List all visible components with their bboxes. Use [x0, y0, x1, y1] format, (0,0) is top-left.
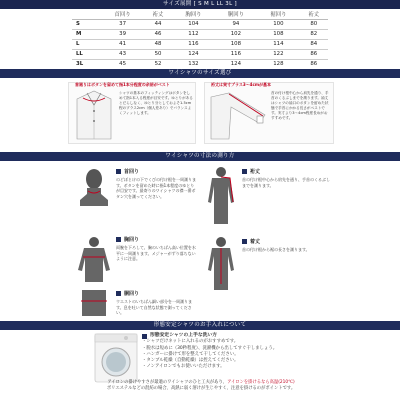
- size-header-col: 首回り: [101, 10, 143, 19]
- size-cell: 114: [257, 39, 299, 49]
- chest-figure: [76, 236, 112, 282]
- neck-text: のどぼとけの下でくびの付け根を一周測ります。ボタンを留めた時に指1本程度のゆとりが目安です。最寄りのワイシャツの襟一番ボタン穴を測ってください。: [116, 177, 196, 199]
- collar-icon: [73, 89, 115, 141]
- sleeve-illustration: [209, 91, 267, 141]
- size-table-title-bar: [0, 0, 400, 9]
- washing-machine-image: [94, 333, 138, 383]
- neck-figure: [78, 168, 110, 206]
- size-cell: 108: [215, 39, 257, 49]
- size-cell: 45: [101, 59, 143, 69]
- shirt-section-title-bar: [0, 69, 400, 78]
- size-table-title: サイズ展開 [ S M L LL 3L ]: [163, 1, 237, 7]
- size-cell: 82: [300, 29, 328, 39]
- body-section-title-bar: [0, 152, 400, 161]
- table-row: [72, 19, 328, 29]
- waist-text: ウエストのいちばん細い部分を一周測ります。息を吐いて自然な状態で測ってください。: [116, 299, 192, 316]
- bullet-icon: [116, 237, 121, 242]
- bullet-icon: [142, 334, 147, 339]
- sleeve-length-text: 首の付け根中心から肩先を通り、手首のくるぶしまでを測ります。: [242, 177, 330, 188]
- care-instructions: [142, 333, 342, 371]
- neck-title: 首回り: [124, 169, 140, 175]
- size-header-col: 裄丈: [144, 10, 172, 19]
- sleeve-length-heading: [242, 168, 332, 175]
- chest-heading: [116, 236, 198, 243]
- size-cell: 43: [101, 49, 143, 59]
- size-table: [72, 10, 328, 70]
- bullet-icon: [242, 239, 247, 244]
- size-cell: 122: [257, 49, 299, 59]
- sleeve-tip-label: 裄丈は実寸プラス3〜4cmが基本: [211, 82, 271, 87]
- waist-title: 胴回り: [124, 291, 140, 297]
- washing-machine-icon: [94, 333, 138, 383]
- shirt-section-title: ワイシャツのサイズ選び: [168, 70, 232, 76]
- care-step: ・タンブル乾燥（自動乾燥）は控えてください。: [142, 358, 239, 364]
- body-section-title: ワイシャツの寸法の測り方: [165, 153, 235, 159]
- size-cell: 108: [257, 29, 299, 39]
- bullet-icon: [242, 169, 247, 174]
- footer-line-1-highlight: アイロンを掛けるなら高温(210℃): [227, 380, 295, 385]
- size-cell: 116: [172, 39, 214, 49]
- size-cell: 46: [144, 29, 172, 39]
- footer-line-2: ポリエステルなどの混紡の場合、高熱に弱く溶けが生じやすく、注意を掛けるのがポイントです。: [106, 386, 296, 391]
- neck-item: [116, 168, 198, 199]
- collar-illustration: [73, 89, 115, 141]
- size-cell: 100: [257, 19, 299, 29]
- care-step: ・脱水は短めに（30秒程度）、洗濯機から出してすぐ干しましょう。: [142, 345, 278, 351]
- size-header-col: 裾回り: [257, 10, 299, 19]
- collar-tip-label: 首廻りはボタンを留めて指1本分程度の余裕がベスト: [75, 82, 170, 87]
- table-row: [72, 59, 328, 69]
- chest-title: 胸回り: [124, 237, 140, 243]
- sleeve-length-title: 裄丈: [250, 169, 261, 175]
- size-table-header-row: [72, 10, 328, 19]
- size-header-blank: [72, 10, 101, 19]
- neck-heading: [116, 168, 198, 175]
- size-cell: 94: [215, 19, 257, 29]
- size-cell: 124: [215, 59, 257, 69]
- table-row: [72, 29, 328, 39]
- size-cell: 112: [172, 29, 214, 39]
- size-cell: 86: [300, 59, 328, 69]
- size-cell: 37: [101, 19, 143, 29]
- sleeve-length-figure: [206, 166, 236, 224]
- footer-note: [46, 380, 356, 392]
- waist-item: [116, 290, 198, 316]
- care-step: ・シャツだけネットに入れるのがおすすめです。: [142, 339, 239, 345]
- size-cell: 86: [300, 49, 328, 59]
- size-cell: 48: [144, 39, 172, 49]
- size-cell: 50: [144, 49, 172, 59]
- waist-figure: [78, 290, 110, 316]
- collar-tip-note: シャツの基本のフィッティングはボタンをしめて指1本入る程度が目安です。ゆとりがあるとだらしなく、ゆとり分としておよそ1.5cm程のプラス2cm（個人差あり）でバランスよくフィットします。: [119, 91, 193, 116]
- table-row: [72, 39, 328, 49]
- sleeve-icon: [209, 91, 267, 141]
- size-header-col: 裄丈: [300, 10, 328, 19]
- shirt-left-panel: [68, 82, 196, 144]
- chest-illustration-icon: [76, 236, 112, 282]
- chest-text: 両腕を下ろして、胸のいちばん高い位置を水平に一周測ります。メジャーがずり落ちないように注意。: [116, 245, 196, 262]
- size-cell: 52: [144, 59, 172, 69]
- bullet-icon: [116, 291, 121, 296]
- length-title: 着丈: [250, 239, 261, 245]
- size-cell: 132: [172, 59, 214, 69]
- care-section-title: 形態安定シャツのお手入れについて: [153, 322, 247, 328]
- size-cell: 80: [300, 19, 328, 29]
- size-cell: 44: [144, 19, 172, 29]
- footer-line-1-text: アイロンの掛けやすさが最適のワイシャツのひと工夫があり、: [107, 380, 228, 385]
- size-label: L: [72, 39, 101, 49]
- shirt-right-panel: [204, 82, 334, 144]
- size-cell: 124: [172, 49, 214, 59]
- length-item: [242, 238, 332, 253]
- size-cell: 84: [300, 39, 328, 49]
- size-cell: 128: [257, 59, 299, 69]
- size-cell: 39: [101, 29, 143, 39]
- sleeve-length-item: [242, 168, 332, 188]
- length-illustration-icon: [206, 236, 236, 290]
- size-header-col: 胸回り: [172, 10, 214, 19]
- chest-item: [116, 236, 198, 262]
- size-label: LL: [72, 49, 101, 59]
- care-section-title-bar: [0, 321, 400, 330]
- length-heading: [242, 238, 332, 245]
- care-step: ・ノンアイロンでもお使いいただけます。: [142, 364, 225, 370]
- care-step: ・ハンガーに掛けて形を整えて干してください。: [142, 351, 239, 357]
- size-cell: 104: [172, 19, 214, 29]
- length-text: 首の付け根から裾の長さを測ります。: [242, 247, 310, 252]
- care-heading-text: 形態安定シャツの上手な洗い方: [150, 333, 218, 338]
- size-label: S: [72, 19, 101, 29]
- table-row: [72, 49, 328, 59]
- waist-illustration-icon: [78, 290, 110, 316]
- waist-heading: [116, 290, 198, 297]
- sleeve-tip-note: 首の付け根中心から肩先を通り、手首のくるぶしまでを測ります。袖丈はシャツの袖口のボタンを留めた状態で手首にかかる長さがベストです。実寸より3〜4cm程度長めがおすすめです。: [271, 91, 329, 121]
- size-header-col: 胴回り: [215, 10, 257, 19]
- length-figure: [206, 236, 236, 290]
- sleeve-length-illustration-icon: [206, 166, 236, 224]
- size-cell: 41: [101, 39, 143, 49]
- size-label: 3L: [72, 59, 101, 69]
- size-cell: 116: [215, 49, 257, 59]
- size-cell: 102: [215, 29, 257, 39]
- size-label: M: [72, 29, 101, 39]
- bullet-icon: [116, 169, 121, 174]
- neck-illustration-icon: [78, 168, 110, 206]
